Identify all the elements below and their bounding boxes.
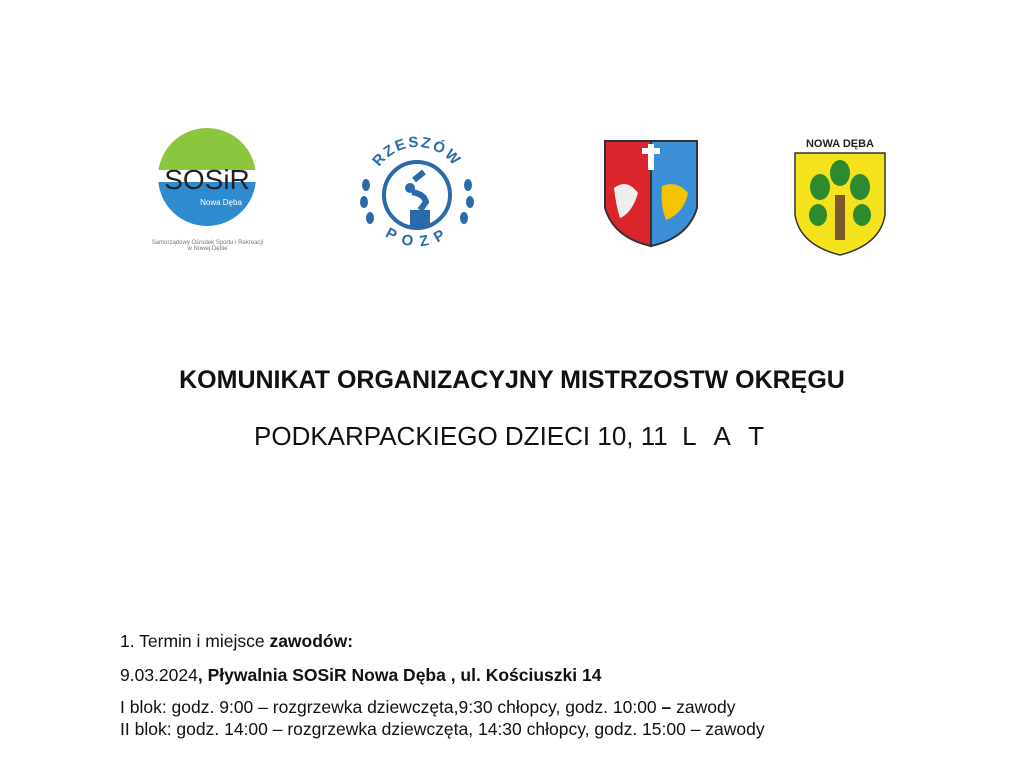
block-1-end: zawody [671,697,736,717]
event-venue: , Pływalnia SOSiR Nowa Dęba , ul. Kościuszki 14 [197,665,602,685]
subtitle-lat: L A T [682,421,770,451]
section-label-bold: zawodów: [269,631,354,651]
section-heading [120,630,765,652]
section-label: 1. Termin i miejsce [120,631,270,651]
sosir-logo [135,125,280,260]
svg-text:RZESZÓW [369,134,464,170]
block-1 [120,696,765,718]
document-subtitle [0,421,1024,452]
subtitle-text: PODKARPACKIEGO DZIECI 10, 11 [254,421,668,451]
date-venue [120,664,765,686]
pozp-rzeszow-logo [352,130,482,255]
pozp-top-text: RZESZÓW [369,133,465,170]
podkarpackie-coat-of-arms [602,138,700,250]
sosir-emblem [135,125,280,235]
document-title: KOMUNIKAT ORGANIZACYJNY MISTRZOSTW OKRĘGU [179,366,845,394]
pozp-bottom-text: POZP [382,224,452,251]
nowa-deba-label: NOWA DĘBA [805,138,875,150]
block-2: II blok: godz. 14:00 – rozgrzewka dziewczęta, 14:30 chłopcy, godz. 15:00 – zawody [120,719,765,739]
sosir-logo-text: SOSiR [164,164,250,195]
sosir-logo-subtext: Nowa Dęba [200,198,242,207]
section-termin [120,630,765,740]
block-1-dash: – [661,697,672,717]
block-1-text: I blok: godz. 9:00 – rozgrzewka dziewczęta,9:30 chłopcy, godz. 10:00 [120,697,662,717]
nowa-deba-coat-of-arms [790,135,890,257]
sosir-caption-1: Samorządowy Ośrodek Sportu i Rekreacji [151,240,264,246]
sosir-caption-2: w Nowej Dębie [187,246,228,252]
event-date: 9.03.2024 [120,665,198,685]
